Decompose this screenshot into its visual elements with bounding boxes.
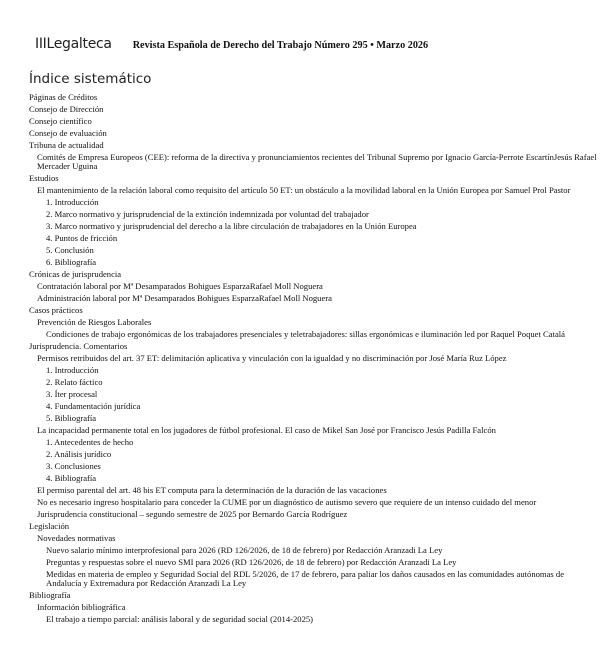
toc-entry[interactable]: 3. Íter procesal [46,388,98,399]
toc-entry[interactable]: Permisos retribuidos del art. 37 ET: delimitación aplicativa y vinculación con la igualdad y no discriminación por José María Ruz López [37,352,507,363]
toc-entry[interactable]: Jurisprudencia. Comentarios [29,340,128,351]
toc-entry[interactable]: Estudios [29,172,59,183]
legalteca-logo: IIILegalteca [35,36,112,52]
toc-entry[interactable]: 5. Conclusión [46,244,94,255]
toc-entry[interactable]: 6. Bibliografía [46,256,97,267]
toc-entry[interactable]: Páginas de Créditos [29,91,98,102]
table-of-contents [29,91,599,625]
toc-entry[interactable]: Medidas en materia de empleo y Seguridad Social del RDL 5/2026, de 17 de febrero, para paliar los daños causados en las comunidades autónomas de Andalucía y Extremadura por Redacción Aranzadi La Ley [46,568,565,588]
toc-entry[interactable]: Tribuna de actualidad [29,139,104,150]
toc-entry[interactable]: Preguntas y respuestas sobre el nuevo SMI para 2026 (RD 126/2026, de 18 de febrero) por Redacción Aranzadi La Ley [46,556,457,567]
toc-entry[interactable]: Información bibliográfica [37,601,126,612]
toc-entry[interactable]: Prevención de Riesgos Laborales [37,316,152,327]
toc-entry[interactable]: 4. Fundamentación jurídica [46,400,141,411]
toc-entry[interactable]: El trabajo a tiempo parcial: análisis laboral y de seguridad social (2014-2025) [46,613,314,624]
toc-entry[interactable]: 2. Relato fáctico [46,376,103,387]
toc-entry[interactable]: 2. Marco normativo y jurisprudencial de la extinción indemnizada por voluntad del trabajador [46,208,369,219]
toc-entry[interactable]: 4. Bibliografía [46,472,97,483]
toc-entry[interactable]: 3. Marco normativo y jurisprudencial del derecho a la libre circulación de trabajadores en la Unión Europea [46,220,417,231]
toc-entry[interactable]: 1. Introducción [46,364,99,375]
toc-entry[interactable]: La incapacidad permanente total en los jugadores de fútbol profesional. El caso de Mikel San José por Francisco Jesús Padilla Falcón [37,424,496,435]
toc-entry[interactable]: El permiso parental del art. 48 bis ET computa para la determinación de la duración de las vacaciones [37,484,387,495]
toc-entry[interactable]: No es necesario ingreso hospitalario para conceder la CUME por un diagnóstico de autismo severo que requiere de un intenso cuidado del menor [37,496,537,507]
page-title: Índice sistemático [29,71,152,87]
toc-entry[interactable]: 3. Conclusiones [46,460,101,471]
toc-entry[interactable]: Jurisprudencia constitucional – segundo semestre de 2025 por Bernardo García Rodríguez [37,508,348,519]
toc-entry[interactable]: 5. Bibliografía [46,412,97,423]
toc-entry[interactable]: Nuevo salario mínimo interprofesional para 2026 (RD 126/2026, de 18 de febrero) por Redacción Aranzadi La Ley [46,544,443,555]
toc-entry[interactable]: Bibliografía [29,589,71,600]
toc-entry[interactable]: Contratación laboral por Mª Desamparados Bohigues EsparzaRafael Moll Noguera [37,280,323,291]
toc-entry[interactable]: Legislación [29,520,70,531]
toc-entry[interactable]: Crónicas de jurisprudencia [29,268,122,279]
journal-title: Revista Española de Derecho del Trabajo Número 295 • Marzo 2026 [132,40,429,51]
toc-entry[interactable]: Casos prácticos [29,304,83,315]
toc-entry[interactable]: Condiciones de trabajo ergonómicas de los trabajadores presenciales y teletrabajadores: sillas ergonómicas e iluminación led por Raquel Poquet Catalá [46,328,565,339]
toc-entry[interactable]: Novedades normativas [37,532,116,543]
toc-entry[interactable]: 1. Introducción [46,196,99,207]
toc-entry[interactable]: 1. Antecedentes de hecho [46,436,134,447]
toc-entry[interactable]: 4. Puntos de fricción [46,232,118,243]
toc-entry[interactable]: Consejo de Dirección [29,103,104,114]
toc-entry[interactable]: 2. Análisis jurídico [46,448,112,459]
toc-entry[interactable]: Administración laboral por Mª Desamparados Bohigues EsparzaRafael Moll Noguera [37,292,332,303]
toc-entry[interactable]: El mantenimiento de la relación laboral como requisito del artículo 50 ET: un obstáculo a la movilidad laboral en la Unión Europea por Samuel Prol Pastor [37,184,571,195]
toc-entry[interactable]: Consejo de evaluación [29,127,107,138]
page-header [35,36,428,52]
toc-entry[interactable]: Consejo científico [29,115,92,126]
toc-entry[interactable]: Comités de Empresa Europeos (CEE): reforma de la directiva y pronunciamientos recientes del Tribunal Supremo por Ignacio García-Perrote EscartínJesús Rafael Mercader Uguina [37,151,597,171]
